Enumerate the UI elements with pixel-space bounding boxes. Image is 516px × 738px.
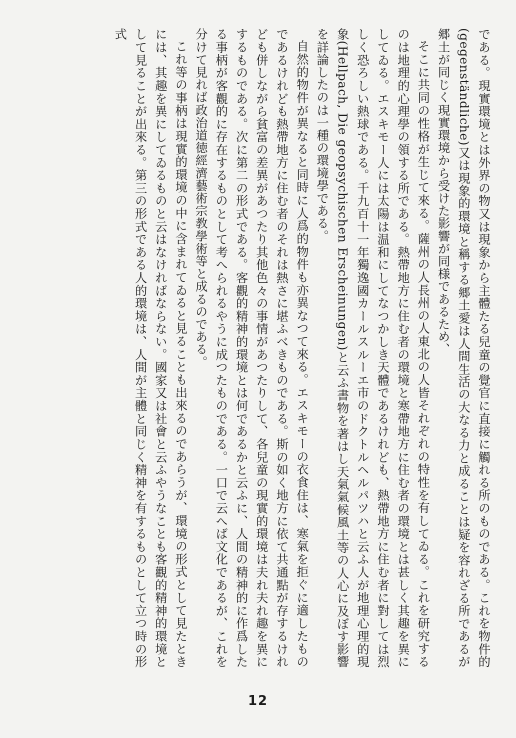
paragraph-4: これ等の事柄は現實的環境の中に含まれてゐると見ることも出來るのであらうが、環境の形式として見たときには、其趣を異にしてゐるものと云はなければならない。國家又は社會と云ふやうなことも客觀的精神的環境として見ることが出來る。第三の形式である人的環境は、人間が主體と同じく精神を有するものとして立つ時の形式	[113, 28, 188, 668]
paragraph-2: そこに共同の性格が生じて來る。薩州の人長州の人東北の人皆それぞれの特性を有してゐる。これを研究するのは地理的心理學の領する所である。熱帶地方に住む者の環境と寒帶地方に住む者の環境とは甚しく其趣を異にしてゐる。エスキモー人には太陽は温和にしてなつかしき天體であるけれども、熱帶地方に住む者に對しては烈しく恐ろしい熱球である。千九百十一年獨逸國カールスルーエ市のドクトルヘルパツハと云ふ人が地理心理的現象(Hellpach, Die geopsychischen Erscheinungen)と云ふ書物を著はし天氣氣候風土等の人心に及ぼす影響を詳論したのは一種の環境學である。	[315, 28, 431, 668]
vertical-text-body	[26, 28, 494, 668]
paragraph-3: 自然的物件が異なると同時に人爲的物件も亦異なつて來る。エスキモーの衣食住は、寒氣を拒ぐに適したものであるけれども熱帶地方に住む者のそれは熱さに堪ふべきものである。斯の如く地方に依て共通點が存するけれども併しながら貧富の差異があつたり其他色々の事情があつたりして、各兒童の現實的環境は夫れ夫れ趣を異にするものである。次に第二の形式である。客觀的精神的環境とは何であるかと云ふに、人間の精神的に作爲したる事柄が客觀的に存在するものとして考へられるやうに成つたものである。一口で云へば文化であるが、これを分けて見れば政治道徳經濟藝術宗教學術等と成るのである。	[194, 28, 310, 668]
page-number: 12	[247, 694, 269, 709]
paragraph-1: である。現實環境とは外界の物又は現象から主體たる兒童の覺官に直接に觸れる所のものである。これを物件的(gegenständliche)又は現象的環境と稱する郷土愛は人間生活の大なる力と成ることは疑を容れざる所であるが郷土が同じく現實環境から受けた影響が同様であるため、	[436, 28, 491, 668]
